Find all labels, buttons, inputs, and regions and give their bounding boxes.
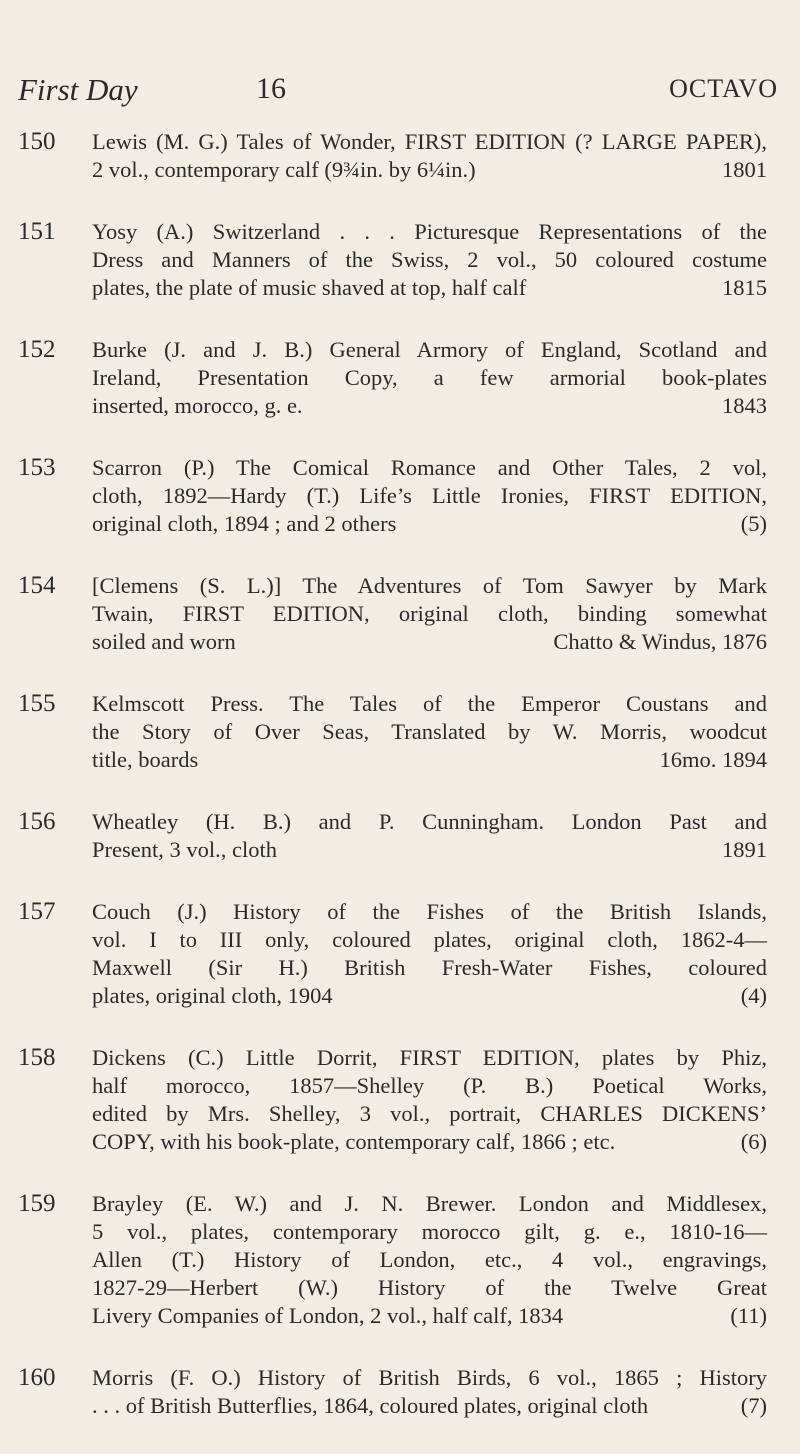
page-header — [18, 72, 778, 112]
lot-text-line — [92, 982, 767, 1010]
lot-text: original cloth, 1894 ; and 2 others — [92, 511, 397, 536]
lot-date-or-count: 1843 — [722, 393, 767, 418]
lot-text-line: Scarron (P.) The Comical Romance and Other Tales, 2 vol, — [92, 455, 767, 480]
lot-text-line — [92, 392, 767, 420]
lot-number: 156 — [18, 808, 56, 835]
lot-description — [92, 218, 767, 302]
lot-description — [92, 898, 767, 1010]
lot-number: 157 — [18, 898, 56, 925]
lot-date-or-count: (7) — [740, 1393, 767, 1418]
lot-description — [92, 690, 767, 774]
lot-text-line — [92, 746, 767, 774]
lot-entry — [0, 572, 800, 656]
lot-text-line: Ireland, Presentation Copy, a few armorial book-plates — [92, 365, 767, 390]
lot-text: plates, original cloth, 1904 — [92, 983, 333, 1008]
lot-text-line: Allen (T.) History of London, etc., 4 vol., engravings, — [92, 1247, 767, 1272]
lot-description — [92, 572, 767, 656]
lot-description — [92, 1190, 767, 1330]
lot-entry — [0, 218, 800, 302]
lot-entry — [0, 128, 800, 184]
lot-text-line: Wheatley (H. B.) and P. Cunningham. London Past and — [92, 809, 767, 834]
lot-number: 159 — [18, 1190, 56, 1217]
lot-text-line: [Clemens (S. L.)] The Adventures of Tom Sawyer by Mark — [92, 573, 767, 598]
lot-entry — [0, 1190, 800, 1330]
lot-text-line: Burke (J. and J. B.) General Armory of England, Scotland and — [92, 337, 767, 362]
lot-entry — [0, 808, 800, 864]
lot-date-or-count: (4) — [740, 983, 767, 1008]
lot-date-or-count: (5) — [740, 511, 767, 536]
lot-date-or-count: 1815 — [722, 275, 767, 300]
lot-entry — [0, 336, 800, 420]
lot-number: 152 — [18, 336, 56, 363]
lot-text-line: edited by Mrs. Shelley, 3 vol., portrait, CHARLES DICKENS’ — [92, 1101, 767, 1126]
lot-text-line: Maxwell (Sir H.) British Fresh-Water Fishes, coloured — [92, 955, 767, 980]
lot-entry — [0, 1364, 800, 1420]
lot-text: COPY, with his book-plate, contemporary calf, 1866 ; etc. — [92, 1129, 616, 1154]
lot-text: Present, 3 vol., cloth — [92, 837, 277, 862]
lot-text: Livery Companies of London, 2 vol., half calf, 1834 — [92, 1303, 564, 1328]
lot-text-line — [92, 510, 767, 538]
lot-list — [0, 128, 800, 1454]
lot-text-line — [92, 1392, 767, 1420]
lot-entry — [0, 1044, 800, 1156]
lot-description — [92, 454, 767, 538]
lot-text: . . . of British Butterflies, 1864, coloured plates, original cloth — [92, 1393, 649, 1418]
lot-text: plates, the plate of music shaved at top, half calf — [92, 275, 527, 300]
lot-text-line: Couch (J.) History of the Fishes of the British Islands, — [92, 899, 767, 924]
lot-text-line: Dress and Manners of the Swiss, 2 vol., 50 coloured costume — [92, 247, 767, 272]
lot-number: 151 — [18, 218, 56, 245]
lot-text: title, boards — [92, 747, 199, 772]
lot-text-line: Brayley (E. W.) and J. N. Brewer. London and Middlesex, — [92, 1191, 767, 1216]
lot-text-line — [92, 628, 767, 656]
lot-number: 160 — [18, 1364, 56, 1391]
lot-text-line — [92, 836, 767, 864]
lot-description — [92, 128, 767, 184]
lot-text-line: Kelmscott Press. The Tales of the Emperor Coustans and — [92, 691, 767, 716]
lot-text-line — [92, 156, 767, 184]
lot-text-line: Lewis (M. G.) Tales of Wonder, FIRST EDITION (? LARGE PAPER), — [92, 129, 767, 154]
lot-text-line — [92, 274, 767, 302]
lot-date-or-count: Chatto & Windus, 1876 — [553, 629, 767, 654]
lot-text-line: half morocco, 1857—Shelley (P. B.) Poetical Works, — [92, 1073, 767, 1098]
lot-text: 2 vol., contemporary calf (9¾in. by 6¼in.) — [92, 157, 476, 182]
lot-date-or-count: (6) — [740, 1129, 767, 1154]
lot-description — [92, 1364, 767, 1420]
lot-description — [92, 336, 767, 420]
lot-text-line: 5 vol., plates, contemporary morocco gilt, g. e., 1810-16— — [92, 1219, 767, 1244]
lot-description — [92, 1044, 767, 1156]
lot-date-or-count: 16mo. 1894 — [659, 747, 767, 772]
lot-text-line: cloth, 1892—Hardy (T.) Life’s Little Ironies, FIRST EDITION, — [92, 483, 767, 508]
lot-number: 155 — [18, 690, 56, 717]
lot-text-line: vol. I to III only, coloured plates, original cloth, 1862-4— — [92, 927, 767, 952]
lot-number: 158 — [18, 1044, 56, 1071]
lot-text: inserted, morocco, g. e. — [92, 393, 303, 418]
lot-text: soiled and worn — [92, 629, 236, 654]
lot-date-or-count: 1801 — [722, 157, 767, 182]
format-heading: OCTAVO — [669, 74, 778, 103]
lot-entry — [0, 690, 800, 774]
lot-entry — [0, 898, 800, 1010]
lot-text-line — [92, 1302, 767, 1330]
lot-number: 154 — [18, 572, 56, 599]
lot-text-line: Morris (F. O.) History of British Birds, 6 vol., 1865 ; History — [92, 1365, 767, 1390]
lot-date-or-count: 1891 — [722, 837, 767, 862]
lot-text-line: Yosy (A.) Switzerland . . . Picturesque Representations of the — [92, 219, 767, 244]
lot-number: 150 — [18, 128, 56, 155]
lot-text-line: the Story of Over Seas, Translated by W. Morris, woodcut — [92, 719, 767, 744]
lot-text-line — [92, 1128, 767, 1156]
lot-date-or-count: (11) — [730, 1303, 767, 1328]
lot-text-line: Dickens (C.) Little Dorrit, FIRST EDITION, plates by Phiz, — [92, 1045, 767, 1070]
lot-text-line: 1827-29—Herbert (W.) History of the Twelve Great — [92, 1275, 767, 1300]
lot-text-line: Twain, FIRST EDITION, original cloth, binding somewhat — [92, 601, 767, 626]
sale-day-heading: First Day — [18, 72, 138, 107]
lot-description — [92, 808, 767, 864]
lot-number: 153 — [18, 454, 56, 481]
lot-entry — [0, 454, 800, 538]
page-number: 16 — [256, 72, 286, 105]
